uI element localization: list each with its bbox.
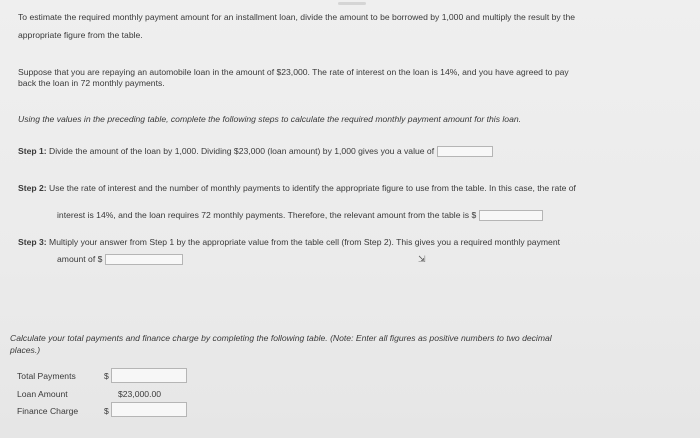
finance-charge-label: Finance Charge (17, 406, 79, 416)
step-2-input[interactable] (479, 210, 543, 221)
scenario-line-2: back the loan in 72 monthly payments. (18, 78, 165, 88)
total-payments-input[interactable] (111, 368, 187, 383)
intro-line-2: appropriate figure from the table. (18, 30, 143, 40)
loan-amount-value: $23,000.00 (118, 389, 162, 399)
loan-amount-label: Loan Amount (17, 389, 68, 399)
instruction-text: Using the values in the preceding table, complete the following steps to calculate the required monthly payment amount for this loan. (18, 114, 522, 124)
step-2-line-2 (57, 209, 543, 221)
step-3-text-1: Multiply your answer from Step 1 by the appropriate value from the table cell (from Step 2). This gives you a required monthly payment (49, 237, 560, 247)
step-1 (18, 145, 493, 157)
finance-charge-input[interactable] (111, 402, 187, 417)
step-1-label: Step 1: (18, 146, 47, 156)
total-payments-currency: $ (104, 371, 109, 381)
step-3-line-1 (18, 236, 560, 248)
step-2-line-1 (18, 182, 576, 194)
finance-charge-currency: $ (104, 406, 109, 416)
scroll-handle[interactable] (338, 2, 366, 5)
step-2-label: Step 2: (18, 183, 47, 193)
step-3-input[interactable] (105, 254, 183, 265)
calc-line-2: places.) (10, 345, 41, 355)
step-3-text-2: amount of $ (57, 254, 103, 264)
step-3-label: Step 3: (18, 237, 47, 247)
step-1-text: Divide the amount of the loan by 1,000. Dividing $23,000 (loan amount) by 1,000 gives you a value of (49, 146, 435, 156)
step-2-text-1: Use the rate of interest and the number of monthly payments to identify the appropriate figure to use from the table. In this case, the rate of (49, 183, 576, 193)
step-1-input[interactable] (437, 146, 493, 157)
mouse-cursor-icon: ⇲ (418, 254, 426, 264)
calc-line-1: Calculate your total payments and finance charge by completing the following table. (Note: Enter all figures as positive numbers to two decimal (10, 333, 552, 343)
step-2-text-2: interest is 14%, and the loan requires 72 monthly payments. Therefore, the relevant amount from the table is $ (57, 210, 477, 220)
scenario-line-1: Suppose that you are repaying an automobile loan in the amount of $23,000. The rate of interest on the loan is 14%, and you have agreed to pay (18, 67, 569, 77)
total-payments-label: Total Payments (17, 371, 76, 381)
intro-line-1: To estimate the required monthly payment amount for an installment loan, divide the amount to be borrowed by 1,000 and multiply the result by the (18, 12, 575, 22)
step-3-line-2 (57, 253, 183, 265)
